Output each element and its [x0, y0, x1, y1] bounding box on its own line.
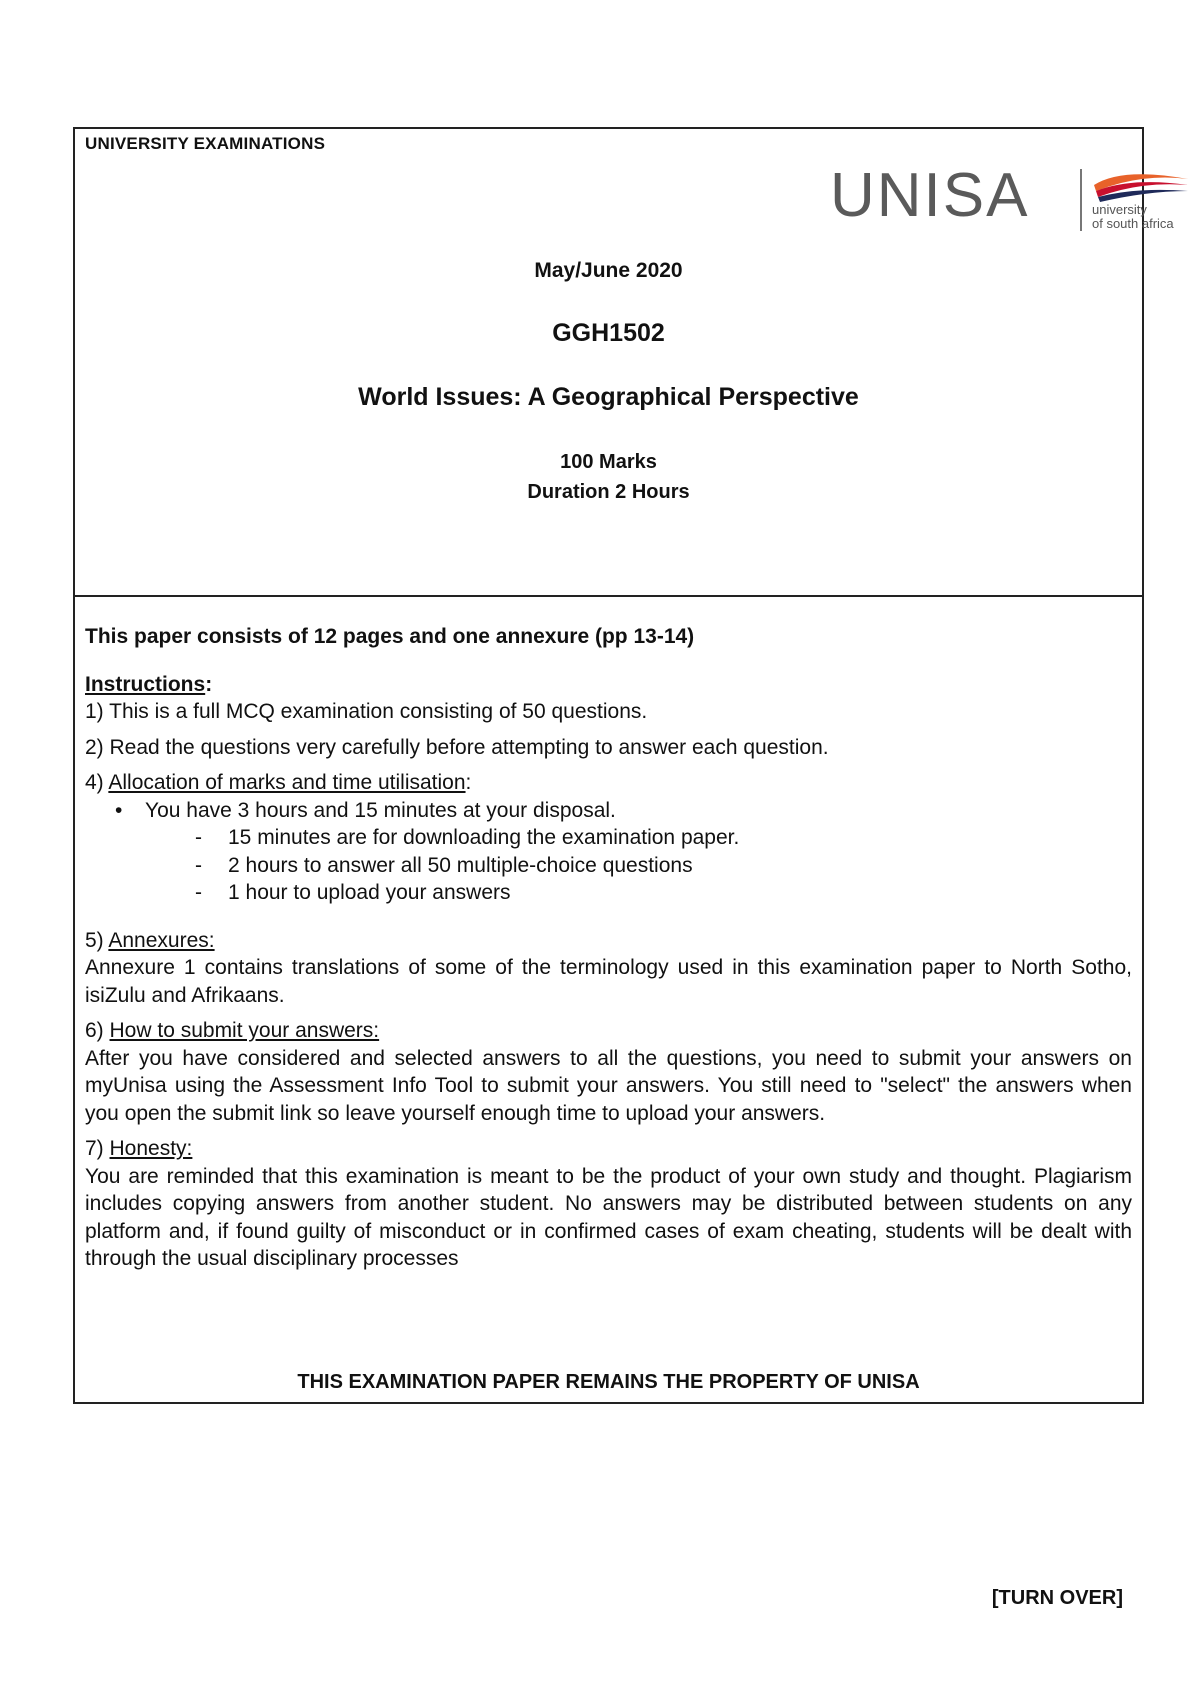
instruction-item-5: 5) Annexures:	[85, 928, 215, 952]
marks-duration	[75, 447, 1142, 507]
instruction-item-6: 6) How to submit your answers:	[85, 1019, 380, 1042]
instructions-heading: Instructions:	[85, 672, 213, 696]
dash-item-1: - 15 minutes are for downloading the examination paper.	[195, 826, 740, 849]
exam-date: May/June 2020	[534, 259, 683, 282]
course-code: GGH1502	[552, 319, 665, 347]
bullet-item: • You have 3 hours and 15 minutes at your disposal.	[85, 797, 1132, 825]
instructions-section	[85, 623, 1132, 1273]
turn-over-label: [TURN OVER]	[991, 1587, 1123, 1609]
logo-subtitle	[1092, 203, 1174, 231]
logo-swoosh-icon	[1092, 165, 1192, 205]
logo-sub-line-1: university	[1092, 202, 1147, 217]
course-title: World Issues: A Geographical Perspective	[358, 383, 859, 411]
total-marks: 100 Marks	[560, 451, 657, 473]
dash-item-2: - 2 hours to answer all 50 multiple-choice questions	[195, 853, 693, 877]
annexure-text: Annexure 1 contains translations of some of the terminology used in this examination paper to North Sotho, isiZulu and Afrikaans.	[85, 956, 1132, 1007]
submit-text: After you have considered and selected answers to all the questions, you need to submit your answers on myUnisa using the Assessment Info Tool to submit your answers. You still need to "select" the answers when you open the submit link so leave yourself enough time to upload your answers.	[85, 1046, 1132, 1125]
header-label: UNIVERSITY EXAMINATIONS	[85, 134, 326, 153]
honesty-text: You are reminded that this examination is meant to be the product of your own study and thought. Plagiarism includes copying answers from another student. No answers may be distributed between students on any platform and, if found guilty of misconduct or in confirmed cases of exam cheating, students will be dealt with through the usual disciplinary processes	[85, 1164, 1132, 1270]
instruction-item-4: 4) Allocation of marks and time utilisation:	[85, 771, 472, 794]
bullet-icon: •	[115, 798, 123, 822]
logo-sub-line-2: of south africa	[1092, 216, 1174, 231]
logo-wordmark: UNISA	[830, 161, 1030, 230]
instruction-item-2: 2) Read the questions very carefully before attempting to answer each question.	[85, 735, 829, 759]
section-divider	[75, 595, 1142, 597]
instruction-item-7: 7) Honesty:	[85, 1137, 193, 1160]
page-count-note: This paper consists of 12 pages and one annexure (pp 13-14)	[85, 625, 695, 648]
exam-duration: Duration 2 Hours	[527, 481, 690, 503]
dash-item-3: - 1 hour to upload your answers	[195, 881, 511, 904]
exam-cover-frame	[73, 127, 1174, 1404]
instruction-item-1: 1) This is a full MCQ examination consisting of 50 questions.	[85, 700, 648, 723]
property-notice: THIS EXAMINATION PAPER REMAINS THE PROPERTY OF UNISA	[297, 1371, 920, 1393]
unisa-logo	[830, 161, 1200, 255]
logo-divider	[1080, 169, 1082, 231]
